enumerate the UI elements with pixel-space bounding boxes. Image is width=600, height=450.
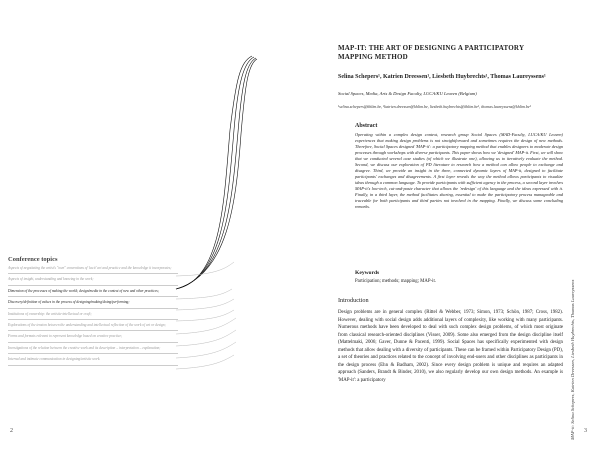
page-number-right: 3 <box>584 428 587 434</box>
keywords-body: Participation; methods; mapping; MAP-it. <box>355 279 437 284</box>
topic-item: Investigations of the relation between the creative work and its description – interpretation – explanation; <box>8 346 178 354</box>
author-emails: ¹selina.schepers@khlim.be, ¹katrien.dreessen@khlim.be, liesbeth.huybrechts@khlim.be¹, thomas.laureyssens@khlim.be¹ <box>338 104 531 109</box>
topic-item: Discovery/definition of values in the process of designing/making/doing/performing; <box>8 300 178 308</box>
topic-item: Internal and intimate communication in designing/artistic work. <box>8 357 178 365</box>
topic-item: Dimension of the processes of making the world; design/media in the context of new and other practices; <box>8 289 178 297</box>
connector-line <box>176 58 256 289</box>
introduction-body: Design problems are in general complex (Rittel & Webber, 1973; Simon, 1973; Schön, 1987; Cross, 1982). However, dealing with social design adds additional layers of complexity, like working with many participants. Numerous methods have been developed to deal with such complex design problems, of which most originate from classical research-oriented disciplines (Visser, 2009). Some also emerged from the design discipline itself (Mattelmaki, 2006; Gaver, Dunne & Pacenti, 1999). Social Spaces has specifically experimented with design methods that allow dealing with a diversity of participants. These can be framed within Participatory Design (PD), a set of theories and practices related to the concept of involving end-users and other disciplines as participants in the design process (Ehn & Badham, 2002). Since every design problem is unique and requires an adapted approach (Sanders, Brandt & Binder, 2010), we also regularly develop our own design methods. An example is 'MAP-it': a participatory <box>338 310 563 383</box>
connector-line <box>176 59 257 289</box>
topic-item: Institutions of ownership: the artistic-intellectual or craft; <box>8 312 178 320</box>
topic-item: Explorations of the tension between the understanding and intellectual reflection of the work of art or design; <box>8 323 178 331</box>
paper-authors: Selina Schepers¹, Katrien Dreessen¹, Liesbeth Huybrechts¹, Thomas Laureyssens¹ <box>338 74 546 80</box>
abstract-body: Operating within a complex design context, research group Social Spaces (MAD-Faculty, LUCA/KU Leuven) experiences that making design problems is not straightforward and sometimes requires the design of new methods. Therefore, Social Spaces designed 'MAP-it': a participatory mapping method that enables designers to moderate design processes through workshops with diverse participants. This paper shows how we 'designed' MAP-it. First, we will show that we conducted several case studies (of which we illustrate one), allowing us to iteratively evaluate the method. Second, we discuss our exploration of PD literature to research how a method can allow people to exchange and disagree. Third, we provide an insight in the three, connected dynamic layers of MAP-it, designed to facilitate participants' exchanges and disagreements. A first layer reveals the way the method allows participants to visualize ideas through a common language. To provide participants with sufficient agency in the process, a second layer involves MAP-it's low-tech, cut-and-paste character that allows the 'redesign' of this language and the ideas expressed with it. Finally, in a third layer, the method facilitates sharing, essential to make the participatory process manageable and traceable for both participants and third parties not involved in the mapping. Finally, we discuss some concluding remarks. <box>355 132 563 209</box>
keywords-heading: Keywords <box>355 270 380 276</box>
conference-topics-heading: Conference topics <box>8 256 58 263</box>
running-header: MAP-it: Selina Schepers, Katrien Dreessen, Liesbeth Huybrechts, Thomas Laureyssens <box>570 279 575 440</box>
conference-topics-list <box>8 266 178 369</box>
paper-title: MAP-IT: THE ART OF DESIGNING A PARTICIPATORY MAPPING METHOD <box>338 44 524 61</box>
topic-item: Aspects of negotiating the artist's "own" conventions of 'tacit' art and practice and the knowledge it incorporates; <box>8 266 178 274</box>
topic-item: Aspects of insight, understanding and knowing in the work; <box>8 277 178 285</box>
introduction-heading: Introduction <box>338 297 369 304</box>
topic-item: Forms and formats relevant to represent knowledge based on creative practice; <box>8 334 178 342</box>
connector-line <box>176 56 252 289</box>
author-affiliation: Social Spaces, Media, Arts & Design Faculty, LUCA/KU Leuven (Belgium) <box>338 91 477 96</box>
page-number-left: 2 <box>10 428 13 434</box>
abstract-heading: Abstract <box>355 123 378 129</box>
